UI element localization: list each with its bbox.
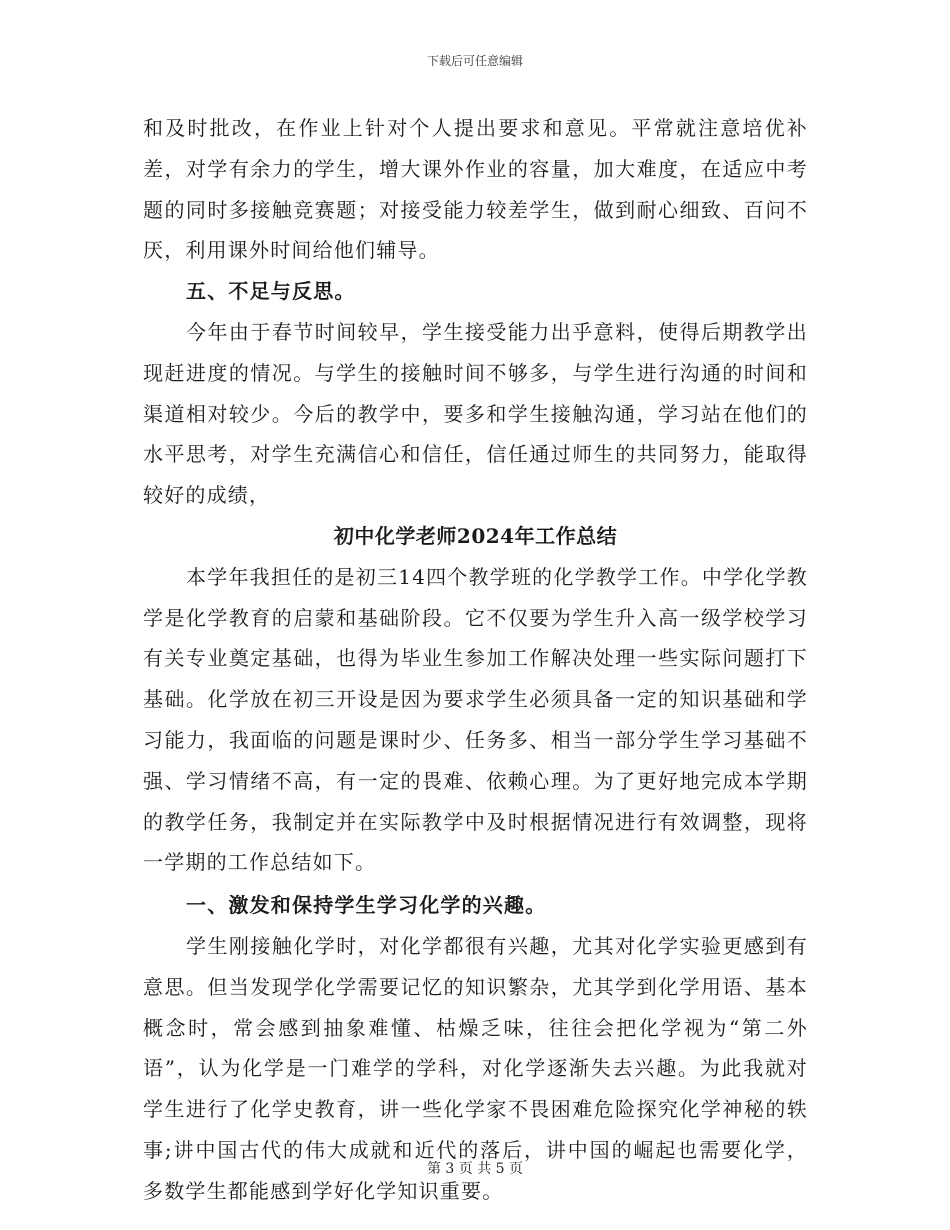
paragraph-intro: 本学年我担任的是初三14四个教学班的化学教学工作。中学化学教学是化学教育的启蒙和基础阶段。它不仅要为学生升入高一级学校学习有关专业奠定基础，也得为毕业生参加工作解决处理一些实际问题打下基础。化学放在初三开设是因为要求学生必须具备一定的知识基础和学习能力，我面临的问题是课时少、任务多、相当一部分学生学习基础不强、学习情绪不高，有一定的畏难、依赖心理。为了更好地完成本学期的教学任务，我制定并在实际教学中及时根据情况进行有效调整，现将一学期的工作总结如下。: [143, 564, 808, 875]
paragraph-continued: 和及时批改，在作业上针对个人提出要求和意见。平常就注意培优补差，对学有余力的学生，增大课外作业的容量，加大难度，在适应中考题的同时多接触竞赛题；对接受能力较差学生，做到耐心细致、百问不厌，利用课外时间给他们辅导。: [143, 116, 808, 263]
paragraph-interest: 学生刚接触化学时，对化学都很有兴趣，尤其对化学实验更感到有意思。但当发现学化学需要记忆的知识繁杂，尤其学到化学用语、基本概念时，常会感到抽象难懂、枯燥乏味，往往会把化学视为“第二外语”，认为化学是一门难学的学科，对化学逐渐失去兴趣。为此我就对学生进行了化学史教育，讲一些化学家不畏困难危险探究化学神秘的轶事;讲中国古代的伟大成就和近代的落后，讲中国的崛起也需要化学，多数学生都能感到学好化学知识重要。: [143, 933, 808, 1203]
document-title: 初中化学老师2024年工作总结: [333, 523, 618, 548]
header-note: 下载后可任意编辑: [426, 54, 523, 68]
section-heading-1: 一、激发和保持学生学习化学的兴趣。: [186, 893, 547, 918]
paragraph-reflection: 今年由于春节时间较早，学生接受能力出乎意料，使得后期教学出现赶进度的情况。与学生的接触时间不够多，与学生进行沟通的时间和渠道相对较少。今后的教学中，要多和学生接触沟通，学习站在他们的水平思考，对学生充满信心和信任，信任通过师生的共同努力，能取得较好的成绩，: [143, 319, 808, 508]
document-body: [143, 108, 808, 1212]
section-heading-5: 五、不足与反思。: [186, 279, 356, 304]
page-number: 第 3 页 共 5 页: [426, 1161, 524, 1177]
